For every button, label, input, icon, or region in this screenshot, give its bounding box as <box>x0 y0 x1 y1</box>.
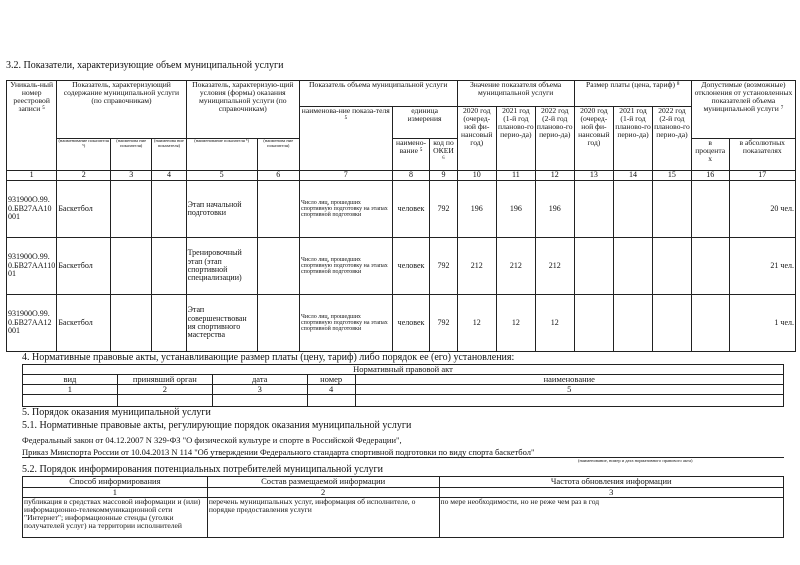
value-2022: 196 <box>535 181 574 238</box>
value-2021: 196 <box>496 181 535 238</box>
okei-code: 792 <box>430 181 457 238</box>
col-number: 1 <box>7 171 57 181</box>
header-fee-2020: 2020 год (очеред-ной фи-нансовый год) <box>574 107 613 171</box>
header-value-2021: 2021 год (1-й год планово-го перио-да) <box>496 107 535 171</box>
table-row <box>7 238 796 295</box>
legal-act-col-authority: принявший орган <box>117 374 212 384</box>
sport-name: Баскетбол <box>57 181 111 238</box>
col-number: 15 <box>652 171 691 181</box>
header-fee-size: Размер платы (цена, тариф) ⁸ <box>574 81 691 107</box>
subheader-indicator-name-3: (наименова ние показателя) <box>152 139 186 171</box>
col-number: 13 <box>574 171 613 181</box>
col-number: 1 <box>23 488 208 498</box>
indicator-name: Число лиц, прошедших спортивную подготовку на этапах спортивной подготовки <box>299 238 392 295</box>
col-number: 11 <box>496 171 535 181</box>
col-number: 10 <box>457 171 496 181</box>
col-number: 8 <box>392 171 430 181</box>
legal-acts-table <box>22 364 784 407</box>
okei-code: 792 <box>430 295 457 352</box>
informing-col-method: Способ информирования <box>23 477 208 488</box>
indicator-name: Число лиц, прошедших спортивную подготовку на этапах спортивной подготовки <box>299 295 392 352</box>
value-2021: 212 <box>496 238 535 295</box>
subheader-indicator-name-5: (наименова ние показателя) <box>257 139 299 171</box>
col-number: 14 <box>614 171 653 181</box>
col-number: 3 <box>111 171 152 181</box>
value-2022: 212 <box>535 238 574 295</box>
header-value-2022: 2022 год (2-й год планово-го перио-да) <box>535 107 574 171</box>
subheader-indicator-name-2: (наименова ние показателя) <box>111 139 152 171</box>
header-indicator-name: наименова-ние показа-теля ⁵ <box>299 107 392 171</box>
deviation-absolute: 21 чел. <box>729 238 795 295</box>
legal-act-col-date: дата <box>212 374 307 384</box>
col-number: 2 <box>117 384 212 394</box>
legal-act-line-1: Федеральный закон от 04.12.2007 N 329-ФЗ "О физической культуре и спорте в Российской Федерации", <box>22 435 402 445</box>
col-number: 16 <box>691 171 729 181</box>
subheader-indicator-name-1: (наименование показателя ⁵) <box>57 139 111 171</box>
sport-name: Баскетбол <box>57 238 111 295</box>
header-okei-code: код по ОКЕИ ⁶ <box>430 139 457 171</box>
sport-name: Баскетбол <box>57 295 111 352</box>
header-registry-number: Уникаль-ный номер реестровой записи ⁵ <box>7 81 57 171</box>
header-volume-value: Значение показателя объема муниципальной услуги <box>457 81 574 107</box>
training-stage: Этап совершенствован ия спортивного мастерства <box>186 295 257 352</box>
col-number: 4 <box>307 384 355 394</box>
col-number: 2 <box>57 171 111 181</box>
col-number: 3 <box>439 488 784 498</box>
legal-act-col-name: наименование <box>355 374 783 384</box>
col-number: 5 <box>186 171 257 181</box>
header-value-2020: 2020 год (очеред-ной фи-нансовый год) <box>457 107 496 171</box>
okei-code: 792 <box>430 238 457 295</box>
registry-code: 931900О.99.0.БВ27АА12001 <box>7 295 57 352</box>
value-2022: 12 <box>535 295 574 352</box>
header-fee-2021: 2021 год (1-й год планово-го перио-да) <box>614 107 653 171</box>
informing-frequency: по мере необходимости, но не реже чем раз в год <box>439 497 784 537</box>
header-unit-name: наимено-вание ⁵ <box>392 139 430 171</box>
registry-code: 931900О.99.0.БВ27АА10001 <box>7 181 57 238</box>
informing-method: публикация в средствах массовой информации и (или) информационно-телекоммуникационной сети "Интернет"; информационные стенды (уголки получателей услуг) на территории исполнителей <box>23 497 208 537</box>
informing-table <box>22 476 784 538</box>
header-volume-indicator: Показатель объема муниципальной услуги <box>299 81 457 107</box>
header-condition-indicator: Показатель, характеризую-щий условия (формы) оказания муниципальной услуги (по справочникам) <box>186 81 299 139</box>
value-2021: 12 <box>496 295 535 352</box>
col-number: 6 <box>257 171 299 181</box>
table-row <box>7 181 796 238</box>
col-number: 9 <box>430 171 457 181</box>
col-number: 3 <box>212 384 307 394</box>
unit-name: человек <box>392 295 430 352</box>
header-unit: единица измерения <box>392 107 457 139</box>
informing-content: перечень муниципальных услуг, информация об исполнителе, о порядке предоставления услуги <box>207 497 439 537</box>
value-2020: 12 <box>457 295 496 352</box>
volume-indicators-table <box>6 80 796 352</box>
legal-act-caption: (наименование, номер и дата нормативного правового акта) <box>578 458 693 463</box>
col-number: 12 <box>535 171 574 181</box>
col-number: 4 <box>152 171 186 181</box>
unit-name: человек <box>392 238 430 295</box>
header-allowed-deviations: Допустимые (возможные) отклонения от установленных показателей объема муниципальной услуги ⁷ <box>691 81 795 139</box>
section-5-1-heading: 5.1. Нормативные правовые акты, регулирующие порядок оказания муниципальной услуги <box>22 420 412 431</box>
unit-name: человек <box>392 181 430 238</box>
indicator-name: Число лиц, прошедших спортивную подготовку на этапах спортивной подготовки <box>299 181 392 238</box>
col-number: 7 <box>299 171 392 181</box>
header-percent: в процента х <box>691 139 729 171</box>
header-fee-2022: 2022 год (2-й год планово-го перио-да) <box>652 107 691 171</box>
value-2020: 212 <box>457 238 496 295</box>
table-row <box>7 295 796 352</box>
training-stage: Этап начальной подготовки <box>186 181 257 238</box>
header-absolute: в абсолютных показателях <box>729 139 795 171</box>
col-number: 17 <box>729 171 795 181</box>
section-3-2-heading: 3.2. Показатели, характеризующие объем муниципальной услуги <box>6 60 284 71</box>
legal-act-col-number: номер <box>307 374 355 384</box>
training-stage: Тренировочный этап (этап спортивной специализации) <box>186 238 257 295</box>
table-row <box>23 497 784 537</box>
section-5-2-heading: 5.2. Порядок информирования потенциальных потребителей муниципальной услуги <box>22 464 383 475</box>
registry-code: 931900О.99.0.БВ27АА11001 <box>7 238 57 295</box>
legal-act-group-header: Нормативный правовой акт <box>23 365 784 375</box>
deviation-absolute: 20 чел. <box>729 181 795 238</box>
col-number: 2 <box>207 488 439 498</box>
section-4-heading: 4. Нормативные правовые акты, устанавливающие размер платы (цену, тариф) либо порядок ее (его) установления: <box>22 352 515 363</box>
legal-act-line-2: Приказ Минспорта России от 10.04.2013 N 114 "Об утверждении Федерального стандарта спортивной подготовки по виду спорта баскетбол" <box>22 447 535 457</box>
informing-col-content: Состав размещаемой информации <box>207 477 439 488</box>
subheader-indicator-name-4: (наименование показателя ⁵) <box>186 139 257 171</box>
section-5-heading: 5. Порядок оказания муниципальной услуги <box>22 407 211 418</box>
value-2020: 196 <box>457 181 496 238</box>
informing-col-frequency: Частота обновления информации <box>439 477 784 488</box>
header-content-indicator: Показатель, характеризующий содержание муниципальной услуги (по справочникам) <box>57 81 186 139</box>
col-number: 5 <box>355 384 783 394</box>
legal-act-col-type: вид <box>23 374 118 384</box>
deviation-absolute: 1 чел. <box>729 295 795 352</box>
col-number: 1 <box>23 384 118 394</box>
